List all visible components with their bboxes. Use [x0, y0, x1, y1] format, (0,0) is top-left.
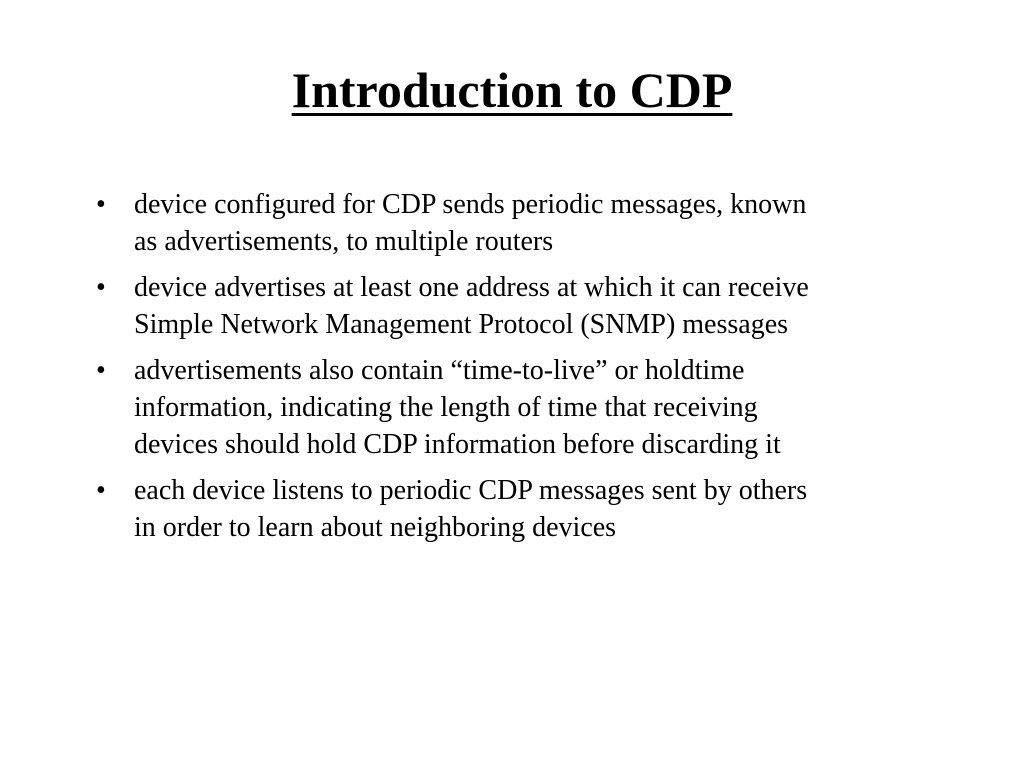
bullet-item-4 — [96, 472, 976, 546]
bullet-1-line-1: device configured for CDP sends periodic messages, known — [134, 189, 807, 220]
bullet-item-2 — [96, 269, 976, 343]
bullet-2-line-1: device advertises at least one address at which it can receive — [134, 272, 809, 303]
bullet-1-line-2: as advertisements, to multiple routers — [134, 226, 554, 257]
bullet-4-line-1: each device listens to periodic CDP messages sent by others — [134, 475, 808, 506]
bullet-2-line-2: Simple Network Management Protocol (SNMP) messages — [134, 309, 789, 340]
bullet-marker: • — [96, 355, 106, 386]
bullet-marker: • — [96, 272, 106, 303]
bullet-3-line-3: devices should hold CDP information before discarding it — [134, 429, 781, 460]
bullet-marker: • — [96, 189, 106, 220]
bullet-3-line-1: advertisements also contain “time-to-live” or holdtime — [134, 355, 745, 386]
bullet-item-1 — [96, 186, 976, 260]
slide-title — [0, 58, 1024, 122]
slide-title-text: Introduction to CDP — [291, 62, 733, 118]
bullet-4-line-2: in order to learn about neighboring devices — [134, 512, 617, 543]
bullet-item-3 — [96, 352, 976, 463]
bullet-3-line-2: information, indicating the length of time that receiving — [134, 392, 758, 423]
bullet-list — [96, 186, 976, 555]
bullet-marker: • — [96, 475, 106, 506]
